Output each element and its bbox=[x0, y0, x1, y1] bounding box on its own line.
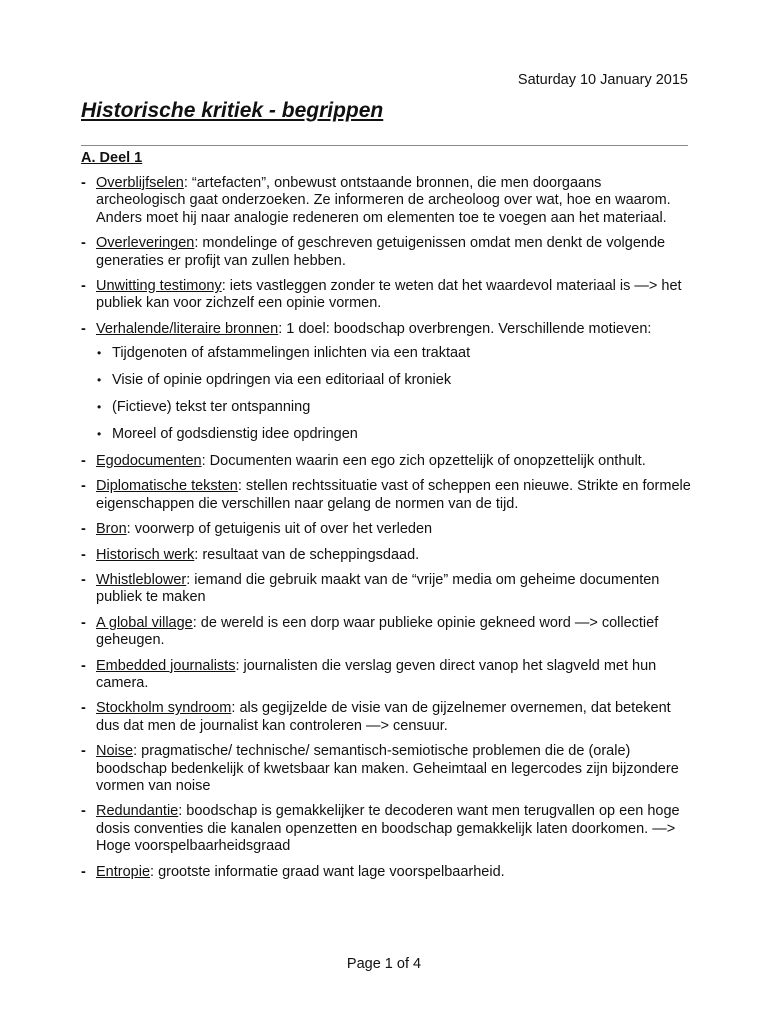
term-label: Whistleblower bbox=[96, 571, 187, 588]
dash-marker: - bbox=[81, 278, 86, 295]
sub-item-text: Tijdgenoten of afstammelingen inlichten via een traktaat bbox=[112, 345, 471, 362]
section-heading: A. Deel 1 bbox=[81, 150, 143, 166]
dash-marker: - bbox=[81, 657, 86, 674]
sub-item-text: Moreel of godsdienstig idee opdringen bbox=[112, 425, 358, 442]
dash-marker: - bbox=[81, 546, 86, 563]
term-definition: : pragmatische/ technische/ semantisch-semiotische problemen die de (orale) boodschap bedenkelijk of kwetsbaar kan maken. Geheimtaal en legercodes zijn bijzondere vormen van noise bbox=[96, 743, 679, 794]
list-item bbox=[81, 803, 691, 855]
list-item bbox=[81, 175, 691, 227]
sub-item-text: Visie of opinie opdringen via een editoriaal of kroniek bbox=[112, 372, 452, 389]
term-label: Egodocumenten bbox=[96, 452, 202, 469]
bullet-marker: • bbox=[97, 426, 102, 441]
term-label: Overblijfselen bbox=[96, 175, 184, 191]
dash-marker: - bbox=[81, 521, 86, 538]
term-definition: : resultaat van de scheppingsdaad. bbox=[194, 546, 420, 563]
list-item bbox=[81, 321, 691, 444]
sub-item-text: (Fictieve) tekst ter ontspanning bbox=[112, 399, 311, 416]
term-label: Unwitting testimony bbox=[96, 278, 222, 295]
term-definition: : iets vastleggen zonder te weten dat het waardevol materiaal is —> het publiek kan voor zichzelf een opinie vormen. bbox=[96, 278, 682, 312]
title-divider bbox=[81, 145, 688, 146]
document-title: Historische kritiek - begrippen bbox=[81, 99, 384, 122]
term-definition: : de wereld is een dorp waar publieke opinie gekneed word —> collectief geheugen. bbox=[96, 614, 659, 649]
page-number: Page 1 of 4 bbox=[346, 956, 422, 972]
dash-marker: - bbox=[81, 235, 86, 252]
dash-marker: - bbox=[81, 571, 86, 588]
list-item bbox=[81, 453, 691, 470]
bullet-marker: • bbox=[97, 400, 102, 415]
term-definition: : Documenten waarin een ego zich opzettelijk of onopzettelijk onthult. bbox=[201, 452, 646, 469]
list-item bbox=[81, 235, 691, 270]
term-label: Diplomatische teksten bbox=[96, 478, 238, 495]
term-definition: : “artefacten”, onbewust ontstaande bronnen, die men doorgaans archeologisch gaat onderzoeken. Ze informeren de archeoloog over wat, hoe en waarom. Anders moet hij naar analogie redeneren om elementen toe te voegen aan het materiaal. bbox=[96, 175, 671, 226]
list-item bbox=[81, 658, 691, 693]
term-definition: : iemand die gebruik maakt van de “vrije” media om geheime documenten publiek te maken bbox=[96, 571, 660, 606]
term-label: Historisch werk bbox=[96, 546, 195, 563]
dash-marker: - bbox=[81, 700, 86, 717]
dash-marker: - bbox=[81, 320, 86, 337]
term-definition: : boodschap is gemakkelijker te decoderen want men terugvallen op een hoge dosis conventies die kanalen openzetten en boodschap gemakkelijk laten doorkomen. —> Hoge voorspelbaarheidsgraad bbox=[96, 803, 680, 855]
list-item bbox=[81, 478, 691, 513]
term-label: Stockholm syndroom bbox=[96, 700, 232, 717]
list-item bbox=[81, 572, 691, 607]
dash-marker: - bbox=[81, 743, 86, 760]
list-item bbox=[81, 278, 691, 313]
sub-list-item bbox=[96, 399, 691, 416]
bullet-marker: • bbox=[97, 373, 102, 388]
dash-marker: - bbox=[81, 863, 86, 880]
term-label: Embedded journalists bbox=[96, 657, 236, 674]
term-label: Entropie bbox=[96, 863, 151, 880]
term-definition: : als gegijzelde de visie van de gijzelnemer overnemen, dat betekent dus dat men de journalist kan controleren —> censuur. bbox=[96, 700, 671, 734]
term-label: Noise bbox=[96, 743, 134, 760]
term-list bbox=[81, 175, 691, 889]
dash-marker: - bbox=[81, 803, 86, 820]
list-item bbox=[81, 521, 691, 538]
sub-list bbox=[96, 345, 691, 443]
term-definition: : journalisten die verslag geven direct vanop het slagveld met hun camera. bbox=[96, 657, 657, 691]
term-label: Verhalende/literaire bronnen bbox=[96, 320, 279, 337]
term-label: Redundantie bbox=[96, 803, 179, 820]
term-definition: : 1 doel: boodschap overbrengen. Verschillende motieven: bbox=[278, 320, 652, 337]
list-item bbox=[81, 700, 691, 735]
list-item bbox=[81, 615, 691, 650]
document-date: Saturday 10 January 2015 bbox=[517, 72, 688, 88]
term-definition: : grootste informatie graad want lage voorspelbaarheid. bbox=[150, 863, 505, 880]
list-item bbox=[81, 743, 691, 795]
sub-list-item bbox=[96, 426, 691, 443]
list-item bbox=[81, 864, 691, 881]
sub-list-item bbox=[96, 372, 691, 389]
dash-marker: - bbox=[81, 614, 86, 631]
sub-list-item bbox=[96, 345, 691, 362]
term-label: A global village bbox=[96, 614, 193, 631]
bullet-marker: • bbox=[97, 346, 102, 361]
term-definition: : stellen rechtssituatie vast of scheppen een nieuwe. Strikte en formele eigenschappen die verschillen naar gelang de normen van de tijd. bbox=[96, 478, 691, 512]
list-item bbox=[81, 547, 691, 564]
term-label: Overleveringen bbox=[96, 235, 195, 252]
dash-marker: - bbox=[81, 452, 86, 469]
term-label: Bron bbox=[96, 521, 127, 538]
term-definition: : voorwerp of getuigenis uit of over het verleden bbox=[126, 521, 433, 538]
term-definition: : mondelinge of geschreven getuigenissen omdat men denkt de volgende generaties er profijt van zullen hebben. bbox=[96, 235, 666, 269]
dash-marker: - bbox=[81, 478, 86, 495]
dash-marker: - bbox=[81, 175, 86, 191]
